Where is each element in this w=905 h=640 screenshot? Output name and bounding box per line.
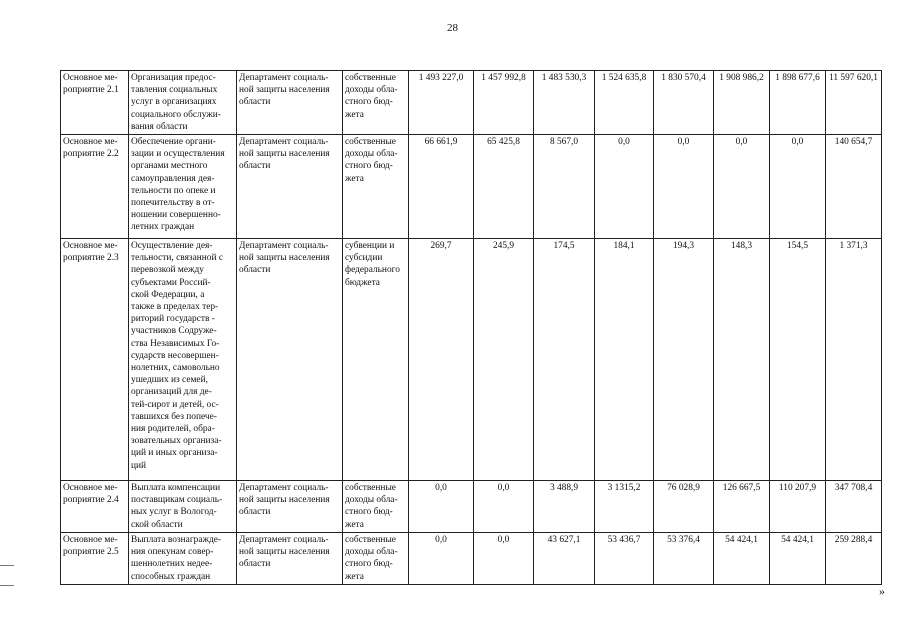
year-value-cell: 0,0: [770, 135, 826, 239]
funding-source-cell: собственные доходы обла- стного бюд- жета: [343, 71, 409, 135]
year-value-cell: 54 424,1: [770, 533, 826, 585]
funding-source-cell: субвенции и субсидии федерального бюджета: [343, 239, 409, 481]
year-value-cell: 154,5: [770, 239, 826, 481]
measure-cell: Основное ме- роприятие 2.3: [61, 239, 129, 481]
table-row: [61, 481, 882, 533]
measure-name-cell: Выплата компенсации поставщикам социаль- ных услуг в Вологод- ской области: [129, 481, 237, 533]
total-value-cell: 1 371,3: [826, 239, 882, 481]
funding-source-cell: собственные доходы обла- стного бюд- жета: [343, 481, 409, 533]
measure-name-cell: Обеспечение органи- зации и осуществления органами местного самоуправления дея- тельности по опеке и попечительству в от- ношении совершенно- летних граждан: [129, 135, 237, 239]
measure-name-cell: Организация предос- тавления социальных услуг в организациях социального обслужи- вания области: [129, 71, 237, 135]
year-value-cell: 0,0: [409, 481, 474, 533]
year-value-cell: 110 207,9: [770, 481, 826, 533]
year-value-cell: 1 493 227,0: [409, 71, 474, 135]
measure-cell: Основное ме- роприятие 2.2: [61, 135, 129, 239]
year-value-cell: 8 567,0: [534, 135, 595, 239]
table-row: [61, 239, 882, 481]
year-value-cell: 1 830 570,4: [654, 71, 714, 135]
year-value-cell: 174,5: [534, 239, 595, 481]
margin-mark: [0, 585, 14, 586]
measure-cell: Основное ме- роприятие 2.5: [61, 533, 129, 585]
funding-source-cell: собственные доходы обла- стного бюд- жета: [343, 533, 409, 585]
executor-cell: Департамент социаль- ной защиты населения области: [237, 135, 343, 239]
year-value-cell: 3 1315,2: [595, 481, 654, 533]
year-value-cell: 194,3: [654, 239, 714, 481]
year-value-cell: 148,3: [714, 239, 770, 481]
measure-cell: Основное ме- роприятие 2.1: [61, 71, 129, 135]
table-row: [61, 533, 882, 585]
executor-cell: Департамент социаль- ной защиты населения области: [237, 71, 343, 135]
year-value-cell: 0,0: [654, 135, 714, 239]
year-value-cell: 126 667,5: [714, 481, 770, 533]
table-body: [61, 71, 882, 585]
executor-cell: Департамент социаль- ной защиты населения области: [237, 533, 343, 585]
year-value-cell: 43 627,1: [534, 533, 595, 585]
year-value-cell: 3 488,9: [534, 481, 595, 533]
year-value-cell: 245,9: [474, 239, 534, 481]
year-value-cell: 0,0: [474, 533, 534, 585]
year-value-cell: 0,0: [595, 135, 654, 239]
year-value-cell: 54 424,1: [714, 533, 770, 585]
year-value-cell: 1 524 635,8: [595, 71, 654, 135]
table-row: [61, 135, 882, 239]
measure-cell: Основное ме- роприятие 2.4: [61, 481, 129, 533]
year-value-cell: 0,0: [409, 533, 474, 585]
total-value-cell: 259 288,4: [826, 533, 882, 585]
total-value-cell: 140 654,7: [826, 135, 882, 239]
measure-name-cell: Осуществление дея- тельности, связанной с перевозкой между субъектами Россий- ской Федерации, а также в пределах тер- риторий государств - участников Содруже- ства Независимых Го- сударств несовершен- нолетних, самовольно ушедших из семей, организаций для де- тей-сирот и детей, ос- тавшихся без попече- ния родителей, обра- зовательных организа- ций и иных организа- ций: [129, 239, 237, 481]
year-value-cell: 1 898 677,6: [770, 71, 826, 135]
executor-cell: Департамент социаль- ной защиты населения области: [237, 239, 343, 481]
year-value-cell: 269,7: [409, 239, 474, 481]
year-value-cell: 1 483 530,3: [534, 71, 595, 135]
continuation-mark: »: [879, 584, 885, 598]
year-value-cell: 0,0: [714, 135, 770, 239]
year-value-cell: 0,0: [474, 481, 534, 533]
page-number: 28: [447, 22, 458, 34]
executor-cell: Департамент социаль- ной защиты населения области: [237, 481, 343, 533]
year-value-cell: 1 908 986,2: [714, 71, 770, 135]
funding-source-cell: собственные доходы обла- стного бюд- жета: [343, 135, 409, 239]
year-value-cell: 76 028,9: [654, 481, 714, 533]
year-value-cell: 1 457 992,8: [474, 71, 534, 135]
year-value-cell: 53 436,7: [595, 533, 654, 585]
year-value-cell: 65 425,8: [474, 135, 534, 239]
year-value-cell: 66 661,9: [409, 135, 474, 239]
total-value-cell: 11 597 620,1: [826, 71, 882, 135]
year-value-cell: 53 376,4: [654, 533, 714, 585]
year-value-cell: 184,1: [595, 239, 654, 481]
total-value-cell: 347 708,4: [826, 481, 882, 533]
measure-name-cell: Выплата вознагражде- ния опекунам совер- шеннолетних недее- способных граждан: [129, 533, 237, 585]
budget-table: [60, 70, 882, 585]
margin-mark: [0, 565, 14, 566]
table-row: [61, 71, 882, 135]
